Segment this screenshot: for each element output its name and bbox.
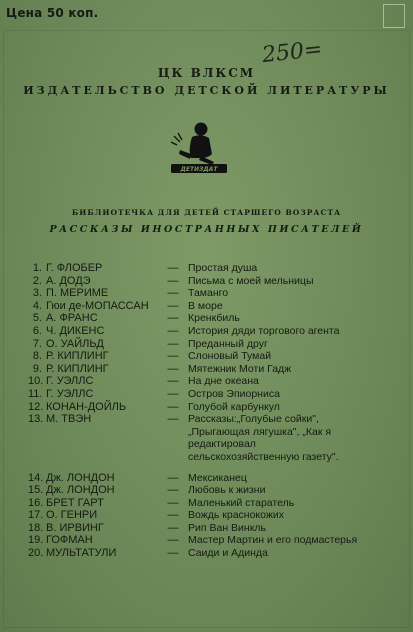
list-item: [28, 338, 368, 351]
item-dash: —: [167, 274, 179, 287]
item-dash: —: [167, 299, 179, 312]
item-dash: —: [167, 484, 179, 497]
item-dash: —: [167, 375, 179, 388]
item-author: Гюи де-МОПАССАН: [46, 299, 149, 312]
item-dash: —: [167, 413, 179, 426]
item-number: 18.: [28, 521, 44, 534]
item-title: На дне океана: [188, 375, 259, 388]
item-number: 4.: [32, 299, 42, 312]
item-dash: —: [167, 262, 179, 274]
list-item: [28, 522, 368, 535]
item-title: Слоновый Тумай: [188, 350, 272, 363]
list-item: [28, 262, 368, 275]
item-number: 7.: [32, 337, 42, 350]
detizdat-logo-icon: [168, 120, 230, 178]
item-title: Голубой карбункул: [188, 400, 280, 413]
list-item: [28, 472, 368, 485]
list-item: [28, 547, 368, 560]
list-item: [28, 375, 368, 388]
item-number: 17.: [28, 509, 44, 522]
item-number: 2.: [32, 274, 42, 287]
item-title: Кренкбиль: [188, 312, 240, 325]
item-number: 5.: [32, 312, 42, 325]
item-author: ГОФМАН: [46, 534, 93, 547]
item-author: МУЛЬТАТУЛИ: [46, 547, 117, 560]
item-author: БРЕТ ГАРТ: [46, 496, 104, 509]
item-title: Преданный друг: [188, 337, 268, 350]
item-title: История дяди торгового агента: [188, 324, 340, 337]
item-dash: —: [167, 387, 179, 400]
item-author: Ч. ДИКЕНС: [46, 324, 105, 337]
item-dash: —: [167, 509, 179, 522]
logo-text: ДЕТИЗДАТ: [180, 166, 218, 173]
item-dash: —: [167, 287, 179, 300]
item-title: Маленький старатель: [188, 496, 295, 509]
item-number: 3.: [32, 287, 42, 300]
item-number: 13.: [28, 413, 44, 426]
item-number: 10.: [28, 375, 44, 388]
item-title: Письма с моей мельницы: [188, 274, 314, 287]
item-title: В море: [188, 299, 223, 312]
item-number: 11.: [28, 387, 43, 400]
list-item: [28, 534, 368, 547]
item-title: Вождь краснокожих: [188, 509, 284, 522]
item-dash: —: [167, 337, 179, 350]
item-author: А. ФРАНС: [46, 312, 98, 325]
item-dash: —: [167, 521, 179, 534]
list-item: [28, 287, 368, 300]
list-item: [28, 300, 368, 313]
item-author: Дж. ЛОНДОН: [46, 484, 115, 497]
publisher-line-1: ЦК ВЛКСМ: [157, 66, 256, 80]
item-author: В. ИРВИНГ: [46, 521, 104, 534]
item-author: КОНАН-ДОЙЛЬ: [46, 400, 127, 413]
list-item: [28, 350, 368, 363]
list-item: [28, 363, 368, 376]
list-gap: [28, 464, 368, 472]
item-author: Дж. ЛОНДОН: [46, 471, 115, 484]
item-author: Г. УЭЛЛС: [46, 387, 94, 400]
item-author: Г. ФЛОБЕР: [46, 262, 103, 274]
item-dash: —: [167, 324, 179, 337]
series-subtitle: БИБЛИОТЕЧКА ДЛЯ ДЕТЕЙ СТАРШЕГО ВОЗРАСТА: [71, 208, 342, 217]
item-author: О. ГЕНРИ: [46, 509, 98, 522]
item-title: Мятежник Моти Гадж: [188, 362, 292, 375]
item-dash: —: [167, 496, 179, 509]
book-list: [28, 262, 368, 560]
item-author: Р. КИПЛИНГ: [46, 362, 109, 375]
list-item: [28, 275, 368, 288]
item-dash: —: [167, 312, 179, 325]
list-item: [28, 509, 368, 522]
handwritten-note: 250=: [260, 36, 324, 69]
list-item: [28, 312, 368, 325]
item-dash: —: [167, 350, 179, 363]
item-number: 14.: [28, 471, 44, 484]
item-title: Простая душа: [188, 262, 258, 274]
list-item: [28, 413, 368, 463]
item-title: Остров Эпиорниса: [188, 387, 280, 400]
publisher-line-2: ИЗДАТЕЛЬСТВО ДЕТСКОЙ ЛИТЕРАТУРЫ: [23, 84, 390, 97]
item-author: О. УАЙЛЬД: [46, 337, 104, 350]
list-item: [28, 497, 368, 510]
list-item: [28, 388, 368, 401]
list-item: [28, 325, 368, 338]
item-number: 6.: [32, 324, 42, 337]
item-title: Мексиканец: [188, 471, 247, 484]
item-title: Мастер Мартин и его подмастерья: [188, 534, 358, 547]
item-title: Саиди и Адинда: [188, 547, 268, 560]
item-number: 1.: [32, 262, 42, 274]
list-item: [28, 401, 368, 414]
item-number: 19.: [28, 534, 44, 547]
item-author: Р. КИПЛИНГ: [46, 350, 109, 363]
item-number: 20.: [28, 547, 44, 560]
item-dash: —: [167, 400, 179, 413]
item-number: 9.: [32, 362, 42, 375]
series-title: РАССКАЗЫ ИНОСТРАННЫХ ПИСАТЕЛЕЙ: [49, 224, 364, 235]
price-label: Цена 50 коп.: [6, 6, 99, 20]
item-number: 8.: [32, 350, 42, 363]
item-title: Любовь к жизни: [188, 484, 266, 497]
item-dash: —: [167, 471, 179, 484]
list-item: [28, 484, 368, 497]
item-number: 15.: [28, 484, 44, 497]
item-title: Рассказы:„Голубые сойки",„Прыгающая лягушка", „Как я редактировал сельскохозяйственную газету".: [188, 413, 339, 463]
item-author: А. ДОДЭ: [46, 274, 91, 287]
corner-stamp: [383, 4, 405, 28]
item-author: Г. УЭЛЛС: [46, 375, 94, 388]
item-dash: —: [167, 547, 179, 560]
item-dash: —: [167, 362, 179, 375]
item-number: 12.: [28, 400, 44, 413]
item-author: М. ТВЭН: [46, 413, 92, 426]
item-title: Таманго: [188, 287, 229, 300]
item-title: Рип Ван Винкль: [188, 521, 267, 534]
item-number: 16.: [28, 496, 44, 509]
item-author: П. МЕРИМЕ: [46, 287, 109, 300]
item-dash: —: [167, 534, 179, 547]
